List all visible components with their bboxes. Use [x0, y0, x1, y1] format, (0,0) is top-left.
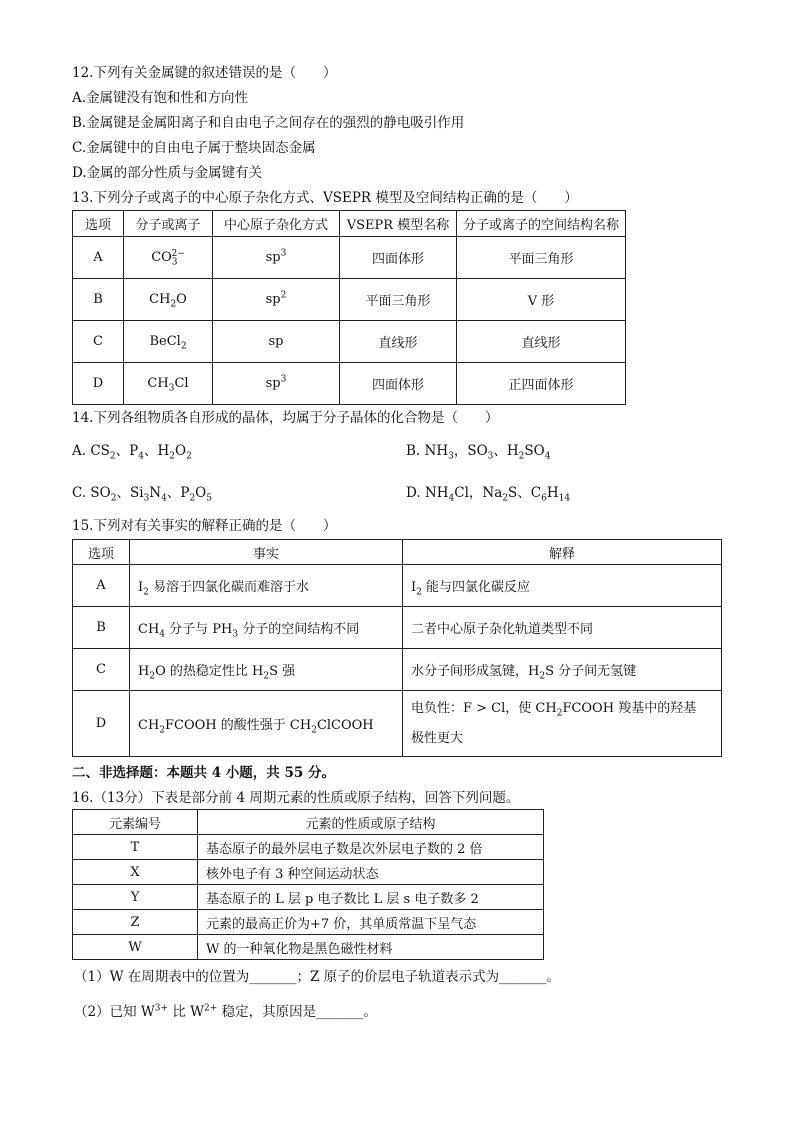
table-row: [73, 910, 544, 935]
table-row: [73, 321, 626, 363]
q14-option-d: D. $NH_4Cl$，$Na_2S$、$C_6H_{14}$: [406, 485, 571, 504]
q13-hybridization: $sp^3$: [213, 363, 340, 405]
q13-opt: D: [73, 363, 124, 405]
q14-option-a: A. $CS_2$、$P_4$、$H_2O_2$: [72, 443, 192, 462]
q14-option-c: C. $SO_2$、$Si_3N_4$、$P_2O_5$: [72, 485, 212, 504]
q15-stem: 15.下列对有关事实的解释正确的是（ ）: [72, 518, 337, 534]
q13-header: 分子或离子的空间结构名称: [457, 211, 626, 237]
q15-table: [72, 539, 722, 757]
table-row: [73, 835, 544, 860]
q16-stem: 16.（13分）下表是部分前 4 周期元素的性质或原子结构，回答下列问题。: [72, 790, 520, 806]
q13-vsepr: 四面体形: [340, 363, 457, 405]
q13-species: $CO_3^{2-}$: [124, 237, 213, 279]
q13-vsepr: 四面体形: [340, 237, 457, 279]
q12-option-d: D.金属的部分性质与金属键有关: [72, 165, 263, 181]
q15-explanation: 水分子间形成氢键，$H_2S$ 分子间无氢键: [403, 649, 722, 691]
q15-opt: C: [73, 649, 130, 691]
table-row: [73, 363, 626, 405]
q13-hybridization: $sp^2$: [213, 279, 340, 321]
q16-table: [72, 809, 544, 960]
q13-vsepr: 平面三角形: [340, 279, 457, 321]
q16-element-id: T: [73, 835, 198, 860]
q13-table: [72, 210, 626, 405]
q13-hybridization: sp: [213, 321, 340, 363]
table-row: [73, 691, 722, 757]
q14-option-b: B. $NH_3$，$SO_3$、$H_2SO_4$: [406, 443, 551, 462]
q13-species: $CH_2O$: [124, 279, 213, 321]
q15-fact: $CH_4$ 分子与 $PH_3$ 分子的空间结构不同: [130, 607, 403, 649]
q13-stem: 13.下列分子或离子的中心原子杂化方式、VSEPR 模型及空间结构正确的是（ ）: [72, 190, 578, 206]
q16-element-id: Z: [73, 910, 198, 935]
table-row: [73, 885, 544, 910]
q14-stem: 14.下列各组物质各自形成的晶体，均属于分子晶体的化合物是（ ）: [72, 410, 499, 426]
q13-header: VSEPR 模型名称: [340, 211, 457, 237]
q13-opt: B: [73, 279, 124, 321]
q13-opt: A: [73, 237, 124, 279]
q16-element-desc: 基态原子的最外层电子数是次外层电子数的 2 倍: [198, 835, 544, 860]
q16-sub2: （2）已知 $W^{3+}$ 比 $W^{2+}$ 稳定，其原因是_______。: [74, 1003, 377, 1020]
q12-option-c: C.金属键中的自由电子属于整块固态金属: [72, 140, 316, 156]
q15-opt: D: [73, 691, 130, 757]
table-row: [73, 237, 626, 279]
q13-species: BeCl$_2$: [124, 321, 213, 363]
q13-opt: C: [73, 321, 124, 363]
q16-element-desc: W 的一种氧化物是黑色磁性材料: [198, 935, 544, 960]
section-title: 二、非选择题：本题共 4 小题，共 55 分。: [72, 765, 335, 781]
q13-species: $CH_3Cl$: [124, 363, 213, 405]
table-row: [73, 935, 544, 960]
table-row: [73, 279, 626, 321]
q15-opt: B: [73, 607, 130, 649]
q12-option-b: B.金属键是金属阳离子和自由电子之间存在的强烈的静电吸引作用: [72, 115, 465, 131]
q15-header: 事实: [130, 540, 403, 565]
table-row: [73, 565, 722, 607]
q15-explanation: $I_2$ 能与四氯化碳反应: [403, 565, 722, 607]
q16-element-id: Y: [73, 885, 198, 910]
q15-header: 解释: [403, 540, 722, 565]
q15-header: 选项: [73, 540, 130, 565]
q15-fact: $H_2O$ 的热稳定性比 $H_2S$ 强: [130, 649, 403, 691]
q15-fact: $CH_2FCOOH$ 的酸性强于 $CH_2ClCOOH$: [130, 691, 403, 757]
q16-element-desc: 基态原子的 L 层 p 电子数比 L 层 s 电子数多 2: [198, 885, 544, 910]
q15-explanation: 二者中心原子杂化轨道类型不同: [403, 607, 722, 649]
q15-opt: A: [73, 565, 130, 607]
q13-header: 分子或离子: [124, 211, 213, 237]
q16-element-id: W: [73, 935, 198, 960]
q13-shape: 直线形: [457, 321, 626, 363]
q15-explanation: 电负性：F > Cl，使 $CH_2FCOOH$ 羧基中的羟基 极性更大: [403, 691, 722, 757]
table-row: [73, 860, 544, 885]
q16-element-id: X: [73, 860, 198, 885]
q15-fact: $I_2$ 易溶于四氯化碳而难溶于水: [130, 565, 403, 607]
q13-shape: 平面三角形: [457, 237, 626, 279]
q13-header: 中心原子杂化方式: [213, 211, 340, 237]
table-row: [73, 607, 722, 649]
q13-shape: V 形: [457, 279, 626, 321]
q16-element-desc: 核外电子有 3 种空间运动状态: [198, 860, 544, 885]
q13-header: 选项: [73, 211, 124, 237]
table-row: [73, 649, 722, 691]
q12-option-a: A.金属键没有饱和性和方向性: [72, 90, 249, 106]
q12-stem: 12.下列有关金属键的叙述错误的是（ ）: [72, 65, 337, 81]
q16-header: 元素的性质或原子结构: [198, 810, 544, 835]
q13-hybridization: $sp^3$: [213, 237, 340, 279]
q16-header: 元素编号: [73, 810, 198, 835]
q16-element-desc: 元素的最高正价为+7 价，其单质常温下呈气态: [198, 910, 544, 935]
q16-sub1: （1）W 在周期表中的位置为_______；Z 原子的价层电子轨道表示式为_______。: [74, 969, 560, 985]
q13-shape: 正四面体形: [457, 363, 626, 405]
q13-vsepr: 直线形: [340, 321, 457, 363]
